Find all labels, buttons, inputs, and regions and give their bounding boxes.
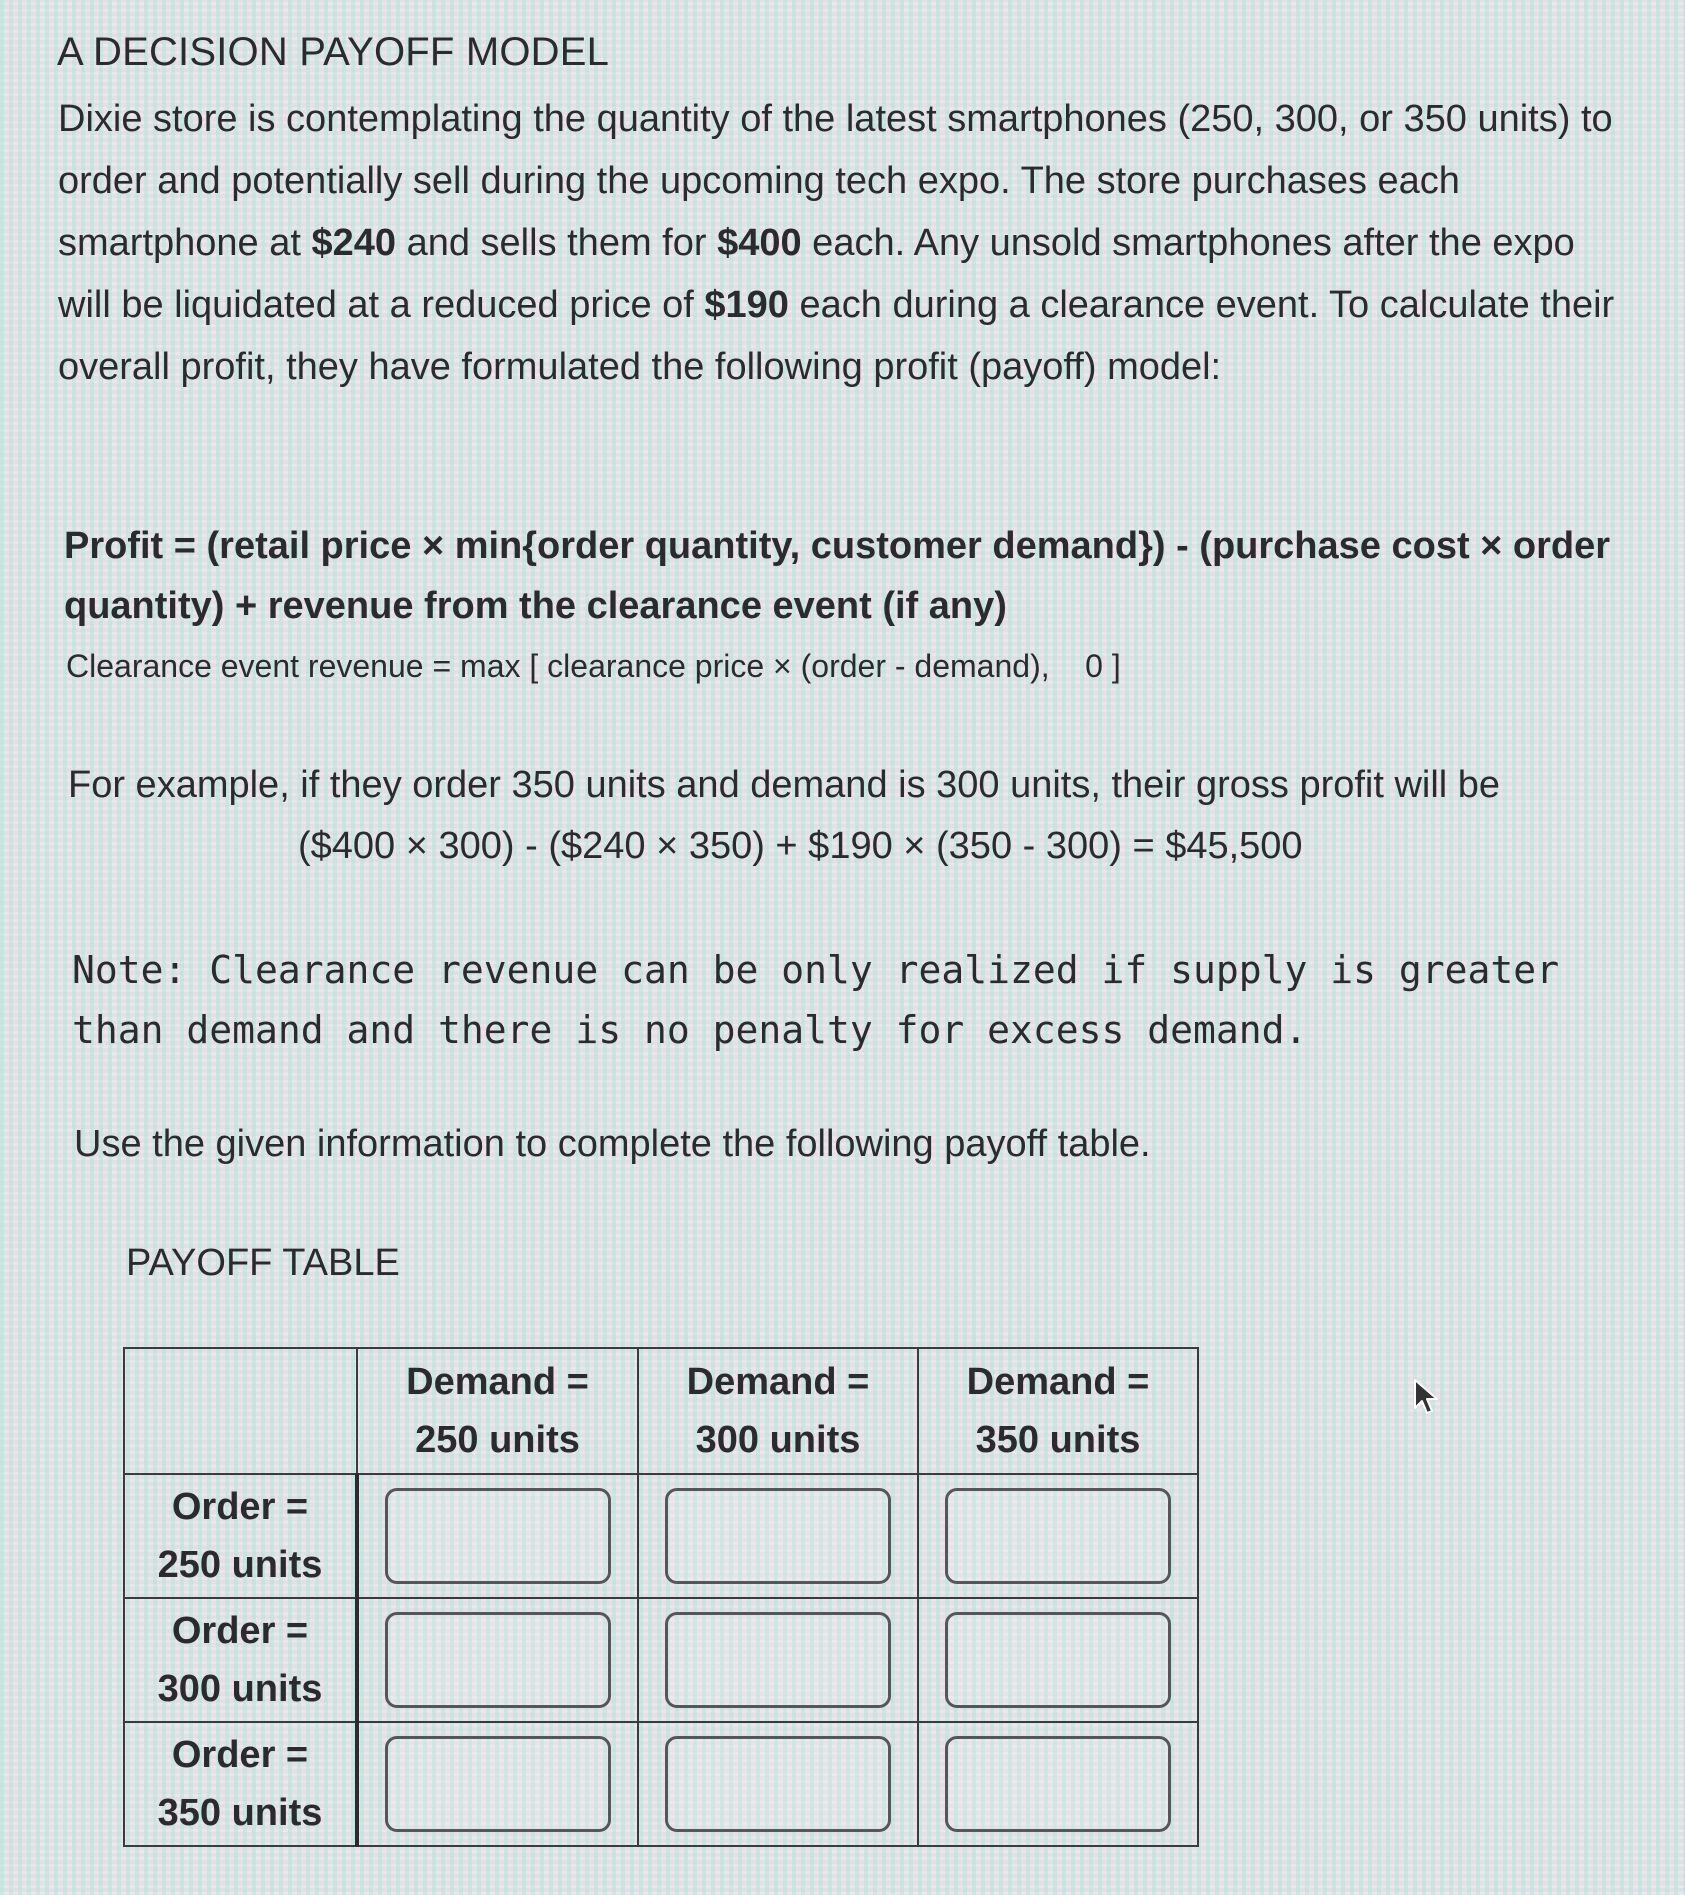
intro-text-4: each during a clearance event. To calculate their overall profit, they have formulated the following profit (payoff) model: [58,284,1615,388]
payoff-cell [638,1598,918,1722]
column-header-line1: Demand = [966,1361,1150,1403]
example-calculation: ($400 × 300) - ($240 × 350) + $190 × (350 - 300) = $45,500 [298,825,1303,867]
row-header-line2: 300 units [157,1668,323,1710]
row-header-line1: Order = [171,1734,309,1776]
column-header-line2: 300 units [695,1419,861,1461]
payoff-cell [357,1598,638,1722]
table-row-order-300 [124,1598,1198,1722]
row-header-line2: 250 units [157,1544,323,1586]
payoff-input-o250-d350[interactable] [945,1488,1171,1584]
table-header-row [124,1348,1198,1474]
purchase-cost-value: $240 [311,222,397,264]
mouse-pointer-icon [1412,1378,1442,1418]
payoff-cell [638,1722,918,1846]
row-header-line1: Order = [171,1486,309,1528]
column-header-line2: 350 units [975,1419,1141,1461]
column-header-demand-250 [357,1348,638,1474]
table-corner-cell [124,1348,357,1474]
note-text: Note: Clearance revenue can be only realized if supply is greater than demand and there is no penalty for excess demand. [72,948,1560,1052]
payoff-input-o350-d300[interactable] [665,1736,891,1832]
payoff-input-o350-d350[interactable] [945,1736,1171,1832]
example-text: For example, if they order 350 units and demand is 300 units, their gross profit will be [68,764,1501,806]
payoff-cell [918,1598,1198,1722]
problem-description [58,88,1638,398]
payoff-input-o300-d350[interactable] [945,1612,1171,1708]
payoff-input-o300-d250[interactable] [385,1612,611,1708]
page-title: A DECISION PAYOFF MODEL [57,30,610,74]
intro-text-2: and sells them for [396,222,718,264]
payoff-input-o350-d250[interactable] [385,1736,611,1832]
table-row-order-350 [124,1722,1198,1846]
payoff-input-o300-d300[interactable] [665,1612,891,1708]
payoff-input-o250-d250[interactable] [385,1488,611,1584]
column-header-line1: Demand = [406,1361,589,1403]
row-header-order-350 [124,1722,357,1846]
payoff-cell [918,1722,1198,1846]
row-header-line1: Order = [171,1610,309,1652]
column-header-demand-300 [638,1348,918,1474]
payoff-cell [357,1474,638,1598]
row-header-order-250 [124,1474,357,1598]
profit-formula: Profit = (retail price × min{order quantity, customer demand}) - (purchase cost × order quantity) + revenue from the clearance event (if any) [64,525,1611,627]
clearance-formula: Clearance event revenue = max [ clearance price × (order - demand), 0 ] [66,648,1121,684]
intro-text-1: Dixie store is contemplating the quantity of the latest smartphones (250, 300, or 350 units) to order and potentially sell during the upcoming tech expo. The store purchases each smartphone at [58,98,1613,264]
payoff-cell [357,1722,638,1846]
row-header-order-300 [124,1598,357,1722]
table-row-order-250 [124,1474,1198,1598]
payoff-cell [638,1474,918,1598]
column-header-demand-350 [918,1348,1198,1474]
retail-price-value: $400 [717,222,802,264]
intro-text-3: each. Any unsold smartphones after the expo will be liquidated at a reduced price of [58,222,1575,326]
row-header-line2: 350 units [157,1792,323,1834]
payoff-input-o250-d300[interactable] [665,1488,891,1584]
clearance-price-value: $190 [704,284,789,326]
payoff-table [123,1347,1199,1847]
payoff-table-title: PAYOFF TABLE [126,1242,400,1284]
column-header-line1: Demand = [686,1361,870,1403]
column-header-line2: 250 units [415,1419,580,1461]
instruction-text: Use the given information to complete the following payoff table. [74,1123,1151,1165]
payoff-cell [918,1474,1198,1598]
